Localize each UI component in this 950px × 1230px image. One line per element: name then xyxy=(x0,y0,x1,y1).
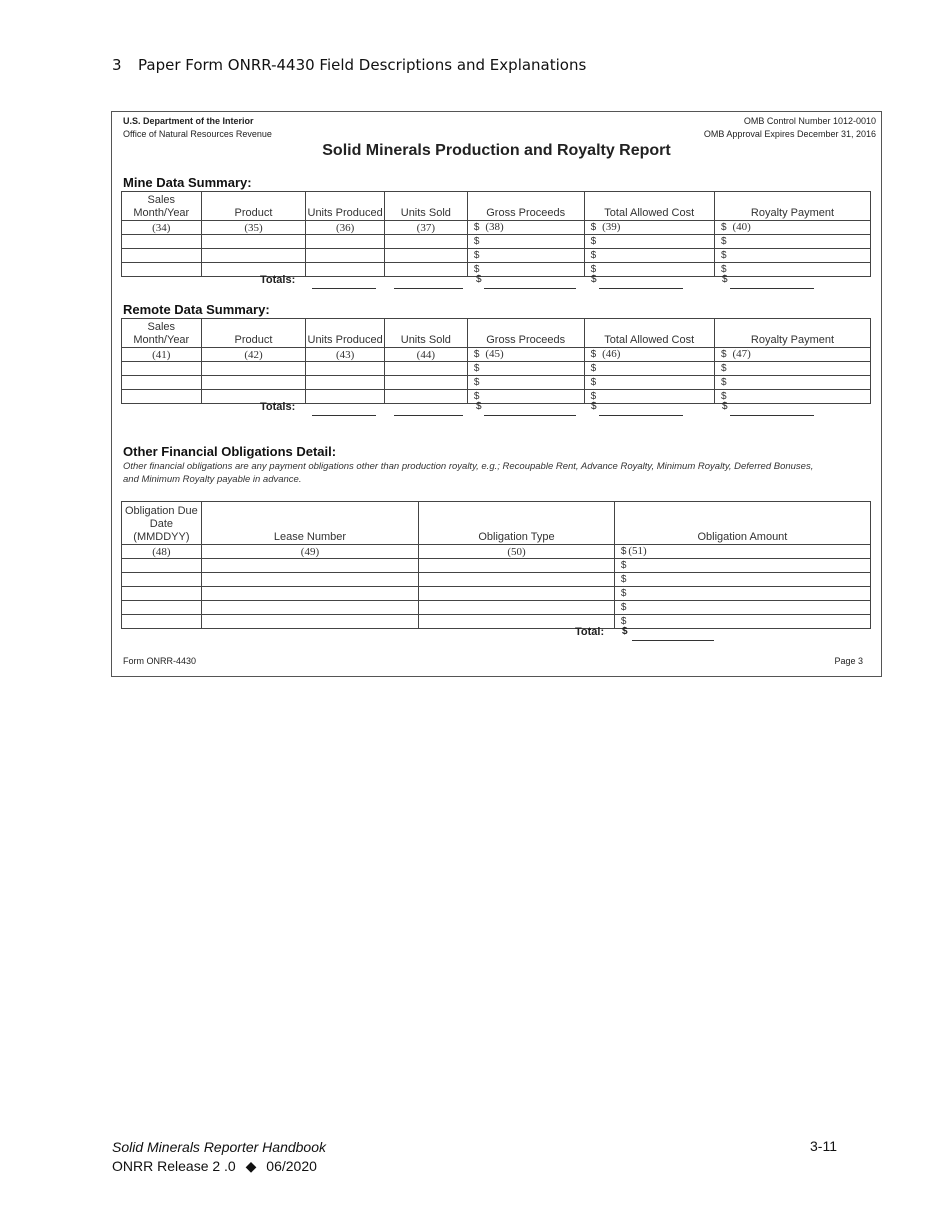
dollar-sign: $ xyxy=(473,235,480,247)
other-obligations-description: Other financial obligations are any payment obligations other than production royalty, e.g.; Recoupable Rent, Advance Royalty, Minimum Royalty, Deferred Bonuses, and Minimum Royalty payable in advance. xyxy=(123,461,814,485)
other-cell[interactable] xyxy=(122,601,202,615)
other-cell[interactable] xyxy=(201,601,418,615)
mine-totals-row xyxy=(121,274,871,290)
dollar-sign: $ xyxy=(590,222,597,233)
other-cell[interactable] xyxy=(419,573,615,587)
other-cell[interactable] xyxy=(201,559,418,573)
dollar-sign: $ xyxy=(473,390,480,402)
remote-cell[interactable] xyxy=(384,348,467,362)
other-field-ref: (49) xyxy=(300,545,320,558)
other-col-header: Obligation Type xyxy=(419,502,615,545)
separator-diamond-icon: ◆ xyxy=(245,1158,257,1174)
other-cell[interactable] xyxy=(419,587,615,601)
other-cell[interactable] xyxy=(201,573,418,587)
remote-cell[interactable] xyxy=(306,376,384,390)
remote-cell[interactable] xyxy=(584,348,714,362)
dollar-sign: $ xyxy=(620,546,627,557)
dollar-sign: $ xyxy=(720,362,727,374)
mine-col-header: Royalty Payment xyxy=(714,192,870,221)
dollar-sign: $ xyxy=(590,263,597,275)
mine-cell[interactable] xyxy=(201,221,306,235)
dollar-sign: $ xyxy=(590,349,597,360)
mine-cell[interactable] xyxy=(714,249,870,263)
mine-field-ref: (38) xyxy=(485,221,504,233)
remote-totals-row xyxy=(121,401,871,417)
dollar-sign: $ xyxy=(620,615,627,627)
remote-data-row xyxy=(122,348,871,362)
remote-totals-label: Totals: xyxy=(260,401,296,413)
mine-royalty-total-dollar: $ xyxy=(722,274,728,285)
remote-gross-total-dollar: $ xyxy=(476,401,482,412)
remote-cell[interactable] xyxy=(201,362,306,376)
section-number: 3 xyxy=(112,56,122,74)
other-data-row xyxy=(122,601,871,615)
mine-col-header: Total Allowed Cost xyxy=(584,192,714,221)
dollar-sign: $ xyxy=(720,249,727,261)
other-cell[interactable] xyxy=(122,545,202,559)
dollar-sign: $ xyxy=(720,349,727,360)
mine-cell[interactable] xyxy=(122,221,202,235)
mine-cell[interactable] xyxy=(201,235,306,249)
remote-cell[interactable] xyxy=(467,376,584,390)
dollar-sign: $ xyxy=(620,573,627,585)
mine-data-row xyxy=(122,249,871,263)
mine-field-ref: (34) xyxy=(152,221,171,234)
omb-control-number: OMB Control Number 1012-0010 xyxy=(743,116,876,126)
dollar-sign: $ xyxy=(720,222,727,233)
dollar-sign: $ xyxy=(720,263,727,275)
other-cell[interactable] xyxy=(122,559,202,573)
mine-cell[interactable] xyxy=(584,221,714,235)
mine-col-header: Gross Proceeds xyxy=(467,192,584,221)
agency-line-1: U.S. Department of the Interior xyxy=(123,116,254,126)
omb-expiry: OMB Approval Expires December 31, 2016 xyxy=(703,129,876,139)
remote-col-header: Units Produced xyxy=(306,319,384,348)
dollar-sign: $ xyxy=(473,249,480,261)
other-col-header: Obligation Due Date (MMDDYY) xyxy=(122,502,202,545)
other-cell[interactable] xyxy=(614,601,870,615)
other-cell[interactable] xyxy=(201,587,418,601)
other-col-header: Obligation Amount xyxy=(614,502,870,545)
remote-royalty-total-dollar: $ xyxy=(722,401,728,412)
dollar-sign: $ xyxy=(590,376,597,388)
mine-gross-total-dollar: $ xyxy=(476,274,482,285)
page-footer xyxy=(112,1138,326,1176)
other-data-row xyxy=(122,545,871,559)
remote-header-row xyxy=(122,319,871,348)
mine-cell[interactable] xyxy=(714,235,870,249)
remote-field-ref: (46) xyxy=(602,348,621,360)
mine-cell[interactable] xyxy=(306,249,384,263)
dollar-sign: $ xyxy=(590,235,597,247)
mine-field-ref: (39) xyxy=(602,221,621,233)
dollar-sign: $ xyxy=(590,390,597,402)
mine-cell[interactable] xyxy=(584,249,714,263)
mine-totals-label: Totals: xyxy=(260,274,296,286)
other-cell[interactable] xyxy=(122,587,202,601)
mine-cell[interactable] xyxy=(306,221,384,235)
section-title: Paper Form ONRR-4430 Field Descriptions and Explanations xyxy=(138,56,587,74)
remote-cell[interactable] xyxy=(584,376,714,390)
mine-cost-total-dollar: $ xyxy=(591,274,597,285)
mine-royalty-total-line xyxy=(730,288,814,289)
form-omb xyxy=(704,115,876,141)
remote-cell[interactable] xyxy=(384,362,467,376)
dollar-sign: $ xyxy=(473,362,480,374)
remote-col-header: Sales Month/Year xyxy=(122,319,202,348)
release-line xyxy=(112,1157,326,1176)
other-total-dollar: $ xyxy=(622,626,628,637)
remote-cell[interactable] xyxy=(122,348,202,362)
dollar-sign: $ xyxy=(720,235,727,247)
remote-col-header: Product xyxy=(201,319,306,348)
remote-cell[interactable] xyxy=(306,348,384,362)
dollar-sign: $ xyxy=(473,349,480,360)
mine-col-header: Sales Month/Year xyxy=(122,192,202,221)
mine-cell[interactable] xyxy=(306,235,384,249)
dollar-sign: $ xyxy=(720,376,727,388)
mine-data-row xyxy=(122,235,871,249)
remote-data-row xyxy=(122,376,871,390)
other-cell[interactable] xyxy=(614,573,870,587)
remote-field-ref: (41) xyxy=(152,348,171,361)
mine-col-header: Product xyxy=(201,192,306,221)
mine-cell[interactable] xyxy=(467,235,584,249)
other-cell[interactable] xyxy=(201,545,418,559)
remote-col-header: Royalty Payment xyxy=(714,319,870,348)
remote-cell[interactable] xyxy=(122,376,202,390)
mine-cell[interactable] xyxy=(122,235,202,249)
remote-cost-total-line xyxy=(599,415,683,416)
form-id: Form ONRR-4430 xyxy=(123,656,197,666)
mine-cell[interactable] xyxy=(384,235,467,249)
form-agency xyxy=(123,115,272,141)
other-data-row xyxy=(122,559,871,573)
section-heading xyxy=(112,56,586,74)
remote-field-ref: (47) xyxy=(732,348,751,360)
remote-royalty-total-line xyxy=(730,415,814,416)
mine-cell[interactable] xyxy=(467,221,584,235)
remote-cell[interactable] xyxy=(306,362,384,376)
agency-line-2: Office of Natural Resources Revenue xyxy=(123,129,272,139)
remote-cell[interactable] xyxy=(122,362,202,376)
other-total-line xyxy=(632,640,714,641)
other-field-ref: (48) xyxy=(152,545,171,558)
mine-cell[interactable] xyxy=(122,249,202,263)
mine-cell[interactable] xyxy=(467,249,584,263)
mine-col-header: Units Produced xyxy=(306,192,384,221)
mine-summary-heading: Mine Data Summary: xyxy=(123,175,252,190)
mine-field-ref: (37) xyxy=(416,221,435,234)
dollar-sign: $ xyxy=(473,376,480,388)
remote-cost-total-dollar: $ xyxy=(591,401,597,412)
mine-cell[interactable] xyxy=(714,221,870,235)
remote-col-header: Units Sold xyxy=(384,319,467,348)
other-total-row xyxy=(121,626,871,642)
remote-cell[interactable] xyxy=(201,376,306,390)
other-data-row xyxy=(122,573,871,587)
dollar-sign: $ xyxy=(590,362,597,374)
remote-cell[interactable] xyxy=(201,348,306,362)
mine-units-sold-total-line xyxy=(394,288,463,289)
page-number: 3-11 xyxy=(810,1138,837,1154)
remote-field-ref: (43) xyxy=(335,348,355,361)
remote-field-ref: (42) xyxy=(244,348,263,361)
remote-cell[interactable] xyxy=(384,376,467,390)
other-header-row xyxy=(122,502,871,545)
remote-cell[interactable] xyxy=(467,348,584,362)
form-title: Solid Minerals Production and Royalty Report xyxy=(322,142,671,159)
dollar-sign: $ xyxy=(620,587,627,599)
dollar-sign: $ xyxy=(473,222,480,233)
mine-gross-total-line xyxy=(484,288,576,289)
remote-field-ref: (44) xyxy=(416,348,435,361)
release-date: 06/2020 xyxy=(266,1158,317,1174)
remote-cell[interactable] xyxy=(467,362,584,376)
remote-gross-total-line xyxy=(484,415,576,416)
mine-cost-total-line xyxy=(599,288,683,289)
other-col-header: Lease Number xyxy=(201,502,418,545)
remote-data-row xyxy=(122,362,871,376)
mine-units-produced-total-line xyxy=(312,288,376,289)
mine-field-ref: (35) xyxy=(244,221,263,234)
dollar-sign: $ xyxy=(620,601,627,613)
remote-col-header: Total Allowed Cost xyxy=(584,319,714,348)
mine-summary-table xyxy=(121,191,871,277)
handbook-title: Solid Minerals Reporter Handbook xyxy=(112,1139,326,1155)
other-obligations-table xyxy=(121,501,871,629)
other-cell[interactable] xyxy=(614,545,870,559)
mine-cell[interactable] xyxy=(384,249,467,263)
release-label: ONRR Release 2 .0 xyxy=(112,1158,236,1174)
form-image xyxy=(111,111,882,677)
remote-field-ref: (45) xyxy=(485,348,504,360)
mine-field-ref: (40) xyxy=(732,221,751,233)
other-field-ref: (51) xyxy=(628,545,647,557)
remote-units-produced-total-line xyxy=(312,415,376,416)
form-page-label: Page 3 xyxy=(834,656,863,666)
dollar-sign: $ xyxy=(720,390,727,402)
mine-cell[interactable] xyxy=(584,235,714,249)
remote-cell[interactable] xyxy=(714,376,870,390)
other-cell[interactable] xyxy=(419,545,615,559)
other-obligations-heading: Other Financial Obligations Detail: xyxy=(123,444,337,459)
remote-units-sold-total-line xyxy=(394,415,463,416)
dollar-sign: $ xyxy=(620,559,627,571)
mine-header-row xyxy=(122,192,871,221)
other-data-row xyxy=(122,587,871,601)
mine-cell[interactable] xyxy=(384,221,467,235)
other-total-label: Total: xyxy=(575,626,605,638)
mine-data-row xyxy=(122,221,871,235)
other-cell[interactable] xyxy=(419,559,615,573)
dollar-sign: $ xyxy=(590,249,597,261)
other-cell[interactable] xyxy=(122,573,202,587)
mine-cell[interactable] xyxy=(201,249,306,263)
dollar-sign: $ xyxy=(473,263,480,275)
mine-field-ref: (36) xyxy=(335,221,355,234)
other-cell[interactable] xyxy=(614,559,870,573)
remote-cell[interactable] xyxy=(714,362,870,376)
other-cell[interactable] xyxy=(419,601,615,615)
other-cell[interactable] xyxy=(614,587,870,601)
remote-col-header: Gross Proceeds xyxy=(467,319,584,348)
remote-summary-table xyxy=(121,318,871,404)
remote-summary-heading: Remote Data Summary: xyxy=(123,302,270,317)
other-field-ref: (50) xyxy=(507,545,526,558)
mine-col-header: Units Sold xyxy=(384,192,467,221)
remote-cell[interactable] xyxy=(714,348,870,362)
remote-cell[interactable] xyxy=(584,362,714,376)
